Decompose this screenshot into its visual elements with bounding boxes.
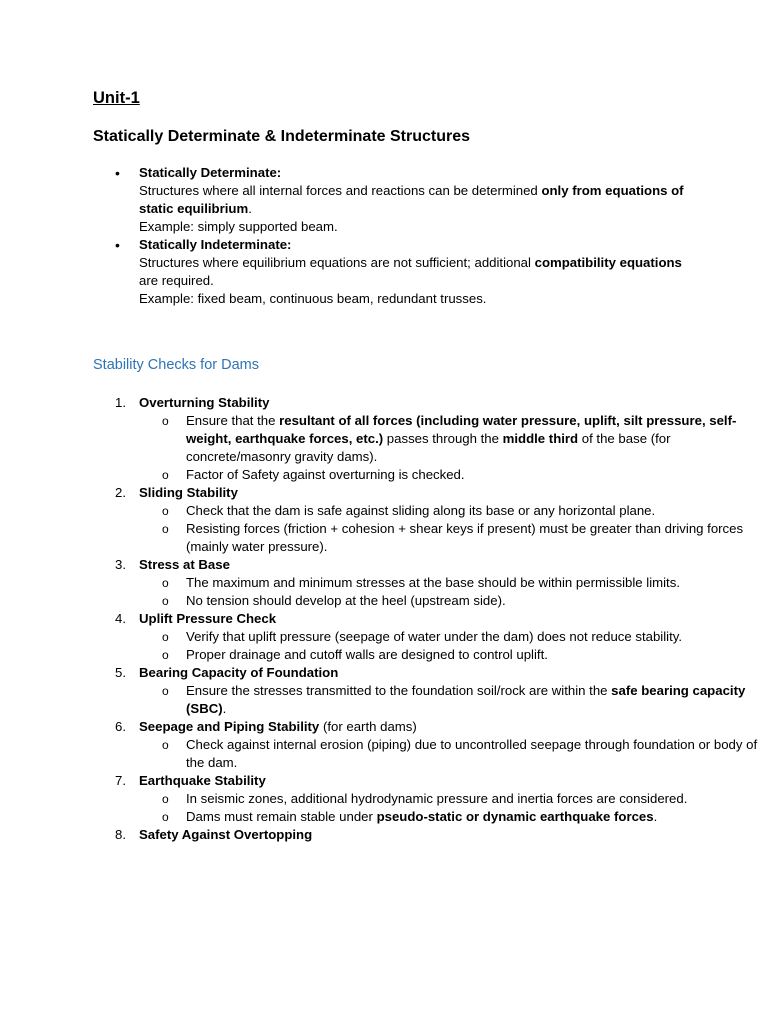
list-number: 2. <box>115 485 126 500</box>
sub-item <box>93 412 766 466</box>
sub-item <box>93 808 766 826</box>
check-title <box>139 772 693 790</box>
text-run: Check that the dam is safe against sliding along its base or any horizontal plane. <box>186 503 656 518</box>
sub-item <box>93 790 766 808</box>
list-number: 8. <box>115 827 126 842</box>
check-title <box>139 610 693 628</box>
check-title-text: Uplift Pressure Check <box>139 611 277 626</box>
text-run: . <box>653 809 658 824</box>
definition-text <box>139 254 693 290</box>
check-title-suffix: (for earth dams) <box>319 719 417 734</box>
bullet-icon: • <box>115 165 120 181</box>
list-number: 3. <box>115 557 126 572</box>
sub-item <box>93 592 766 610</box>
check-title <box>139 826 693 844</box>
definition-text <box>139 182 693 218</box>
check-title-text: Sliding Stability <box>139 485 238 500</box>
bold-run: compatibility equations <box>534 255 682 270</box>
check-title-text: Stress at Base <box>139 557 230 572</box>
text-run: Proper drainage and cutoff walls are designed to control uplift. <box>186 647 548 662</box>
check-item <box>93 664 746 718</box>
check-title <box>139 484 693 502</box>
circle-bullet-icon: o <box>162 576 169 590</box>
sub-item <box>93 682 766 718</box>
circle-bullet-icon: o <box>162 792 169 806</box>
check-item <box>93 484 744 556</box>
definitions-list <box>93 164 693 308</box>
list-item <box>93 164 693 236</box>
check-item <box>93 772 693 826</box>
circle-bullet-icon: o <box>162 630 169 644</box>
check-title <box>139 394 693 412</box>
text-run: The maximum and minimum stresses at the base should be within permissible limits. <box>186 575 680 590</box>
text-run: Verify that uplift pressure (seepage of water under the dam) does not reduce stability. <box>186 629 683 644</box>
circle-bullet-icon: o <box>162 522 169 536</box>
text-run: . <box>248 201 252 216</box>
circle-bullet-icon: o <box>162 648 169 662</box>
section-heading: Stability Checks for Dams <box>93 357 259 373</box>
sub-item <box>93 646 766 664</box>
unit-title: Unit-1 <box>93 89 140 107</box>
bold-run: resultant of all forces (including water pressure, uplift, silt pressure, self-weight, earthquake forces, etc.) <box>186 413 737 446</box>
document-title: Statically Determinate & Indeterminate Structures <box>93 128 471 145</box>
stability-checks-list <box>93 394 758 844</box>
definition-example: Example: fixed beam, continuous beam, redundant trusses. <box>139 291 487 306</box>
bold-run: only from equations of static equilibrium <box>139 183 684 216</box>
list-number: 4. <box>115 611 126 626</box>
check-title <box>139 556 693 574</box>
circle-bullet-icon: o <box>162 468 169 482</box>
check-title-text: Overturning Stability <box>139 395 270 410</box>
text-run: Dams must remain stable under <box>186 809 377 824</box>
circle-bullet-icon: o <box>162 594 169 608</box>
list-item <box>93 236 693 308</box>
text-run: In seismic zones, additional hydrodynamic pressure and inertia forces are considered. <box>186 791 688 806</box>
circle-bullet-icon: o <box>162 684 169 698</box>
list-number: 7. <box>115 773 126 788</box>
bold-run: middle third <box>502 431 579 446</box>
text-run: Structures where all internal forces and reactions can be determined <box>139 183 542 198</box>
bold-run: safe bearing capacity (SBC) <box>186 683 746 716</box>
circle-bullet-icon: o <box>162 414 169 428</box>
definition-example: Example: simply supported beam. <box>139 219 338 234</box>
check-title-text: Earthquake Stability <box>139 773 266 788</box>
sub-item <box>93 736 766 772</box>
text-run: No tension should develop at the heel (upstream side). <box>186 593 506 608</box>
check-item <box>93 826 693 844</box>
check-title-text: Bearing Capacity of Foundation <box>139 665 339 680</box>
sub-item <box>93 574 766 592</box>
circle-bullet-icon: o <box>162 504 169 518</box>
definition-heading: Statically Determinate: <box>139 165 282 180</box>
check-title-text: Safety Against Overtopping <box>139 827 313 842</box>
check-title-text: Seepage and Piping Stability <box>139 719 320 734</box>
circle-bullet-icon: o <box>162 738 169 752</box>
text-run: Ensure that the <box>186 413 280 428</box>
sub-item <box>93 520 766 556</box>
text-run: Resisting forces (friction + cohesion + shear keys if present) must be greater than driving forces (mainly water pressure). <box>186 521 744 554</box>
text-run: passes through the <box>383 431 503 446</box>
check-title <box>139 718 693 736</box>
text-run: Factor of Safety against overturning is checked. <box>186 467 465 482</box>
circle-bullet-icon: o <box>162 810 169 824</box>
list-number: 5. <box>115 665 126 680</box>
text-run: Structures where equilibrium equations are not sufficient; additional <box>139 255 535 270</box>
list-number: 1. <box>115 395 126 410</box>
text-run: are required. <box>139 273 214 288</box>
list-number: 6. <box>115 719 126 734</box>
check-item <box>93 718 758 772</box>
text-run: Check against internal erosion (piping) due to uncontrolled seepage through foundation or body of the dam. <box>186 737 758 770</box>
check-item <box>93 610 693 664</box>
definition-heading: Statically Indeterminate: <box>139 237 292 252</box>
sub-item <box>93 466 766 484</box>
text-run: of the base (for concrete/masonry gravity dams). <box>186 431 671 464</box>
sub-item <box>93 502 766 520</box>
check-item <box>93 394 737 484</box>
bold-run: pseudo-static or dynamic earthquake forces <box>376 809 654 824</box>
bullet-icon: • <box>115 237 120 253</box>
sub-item <box>93 628 766 646</box>
check-item <box>93 556 693 610</box>
text-run: . <box>222 701 227 716</box>
text-run: Ensure the stresses transmitted to the foundation soil/rock are within the <box>186 683 612 698</box>
check-title <box>139 664 693 682</box>
